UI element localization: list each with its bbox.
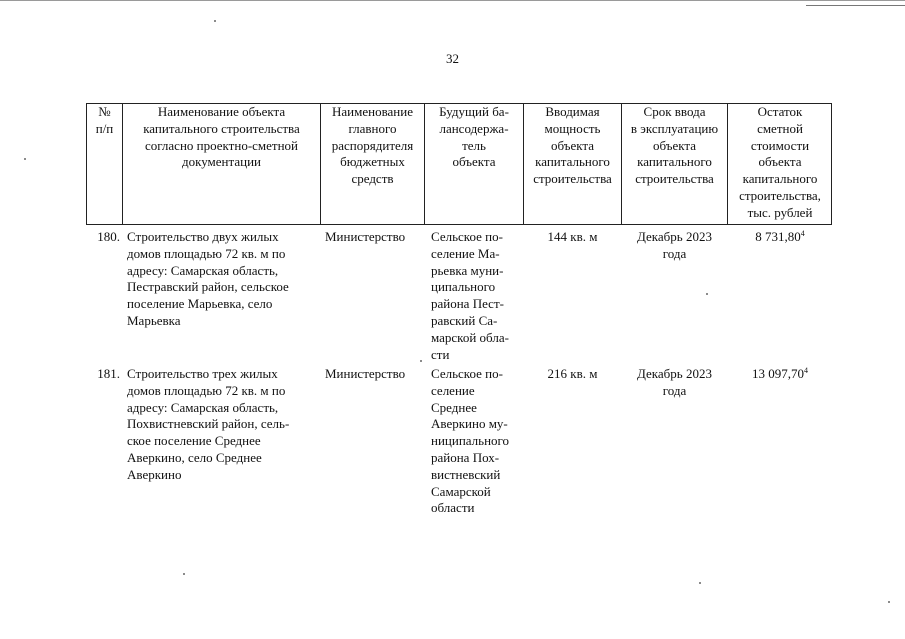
header-capacity: Вводимая мощность объекта капитального строительства — [533, 104, 612, 187]
scan-speck — [214, 20, 216, 22]
header-object-name: Наименование объекта капитального строительства согласно проектно-сметной документации — [143, 104, 300, 170]
row-remaining-cost — [728, 229, 832, 246]
scan-speck — [888, 601, 890, 603]
row-deadline: Декабрь 2023 года — [637, 229, 712, 261]
row-remaining-cost — [728, 366, 832, 383]
row-future-holder: Сельское по- селение Среднее Аверкино му- ниципального района Пох- вистневский Самарской области — [431, 366, 510, 516]
row-object-name: Строительство трех жилых домов площадью 72 кв. м по адресу: Самарская область, Похвистневский район, сель- ское поселение Среднее Аверкино, село Среднее Аверкино — [127, 366, 290, 482]
scan-speck — [24, 158, 26, 160]
header-number: № п/п — [95, 104, 114, 136]
footnote-mark: 4 — [804, 366, 808, 375]
row-object-name: Строительство двух жилых домов площадью 72 кв. м по адресу: Самарская область, Пестравский район, сельское поселение Марьевка, село Марьевка — [127, 229, 289, 328]
row-capacity: 144 кв. м — [547, 229, 598, 244]
footnote-mark: 4 — [800, 229, 805, 238]
row-budget-manager: Министерство — [325, 366, 406, 381]
cost-value: 13 097,70 — [752, 366, 804, 381]
header-deadline: Срок ввода в эксплуатацию объекта капитального строительства — [630, 104, 719, 187]
scan-speck — [183, 573, 185, 575]
row-future-holder: Сельское по- селение Ма- рьевка муни- ципального района Пест- равский Са- марской обла- сти — [431, 229, 509, 362]
scan-speck — [699, 582, 701, 584]
header-budget-manager: Наименование главного распорядителя бюджетных средств — [331, 104, 414, 187]
row-deadline: Декабрь 2023 года — [637, 366, 712, 398]
row-budget-manager: Министерство — [325, 229, 406, 244]
scan-speck — [420, 360, 422, 362]
row-capacity: 216 кв. м — [547, 366, 598, 381]
row-number: 180. — [97, 229, 120, 244]
row-number: 181. — [97, 366, 120, 381]
cost-value: 8 731,80 — [755, 229, 801, 244]
scan-speck — [706, 293, 708, 295]
header-remaining-cost: Остаток сметной стоимости объекта капитального строительства, тыс. рублей — [739, 104, 821, 220]
header-future-holder: Будущий ба- лансодержа- тель объекта — [439, 104, 509, 170]
page-number: 32 — [446, 51, 459, 66]
scan-edge-mark — [806, 5, 905, 6]
page-top-edge — [0, 0, 905, 1]
